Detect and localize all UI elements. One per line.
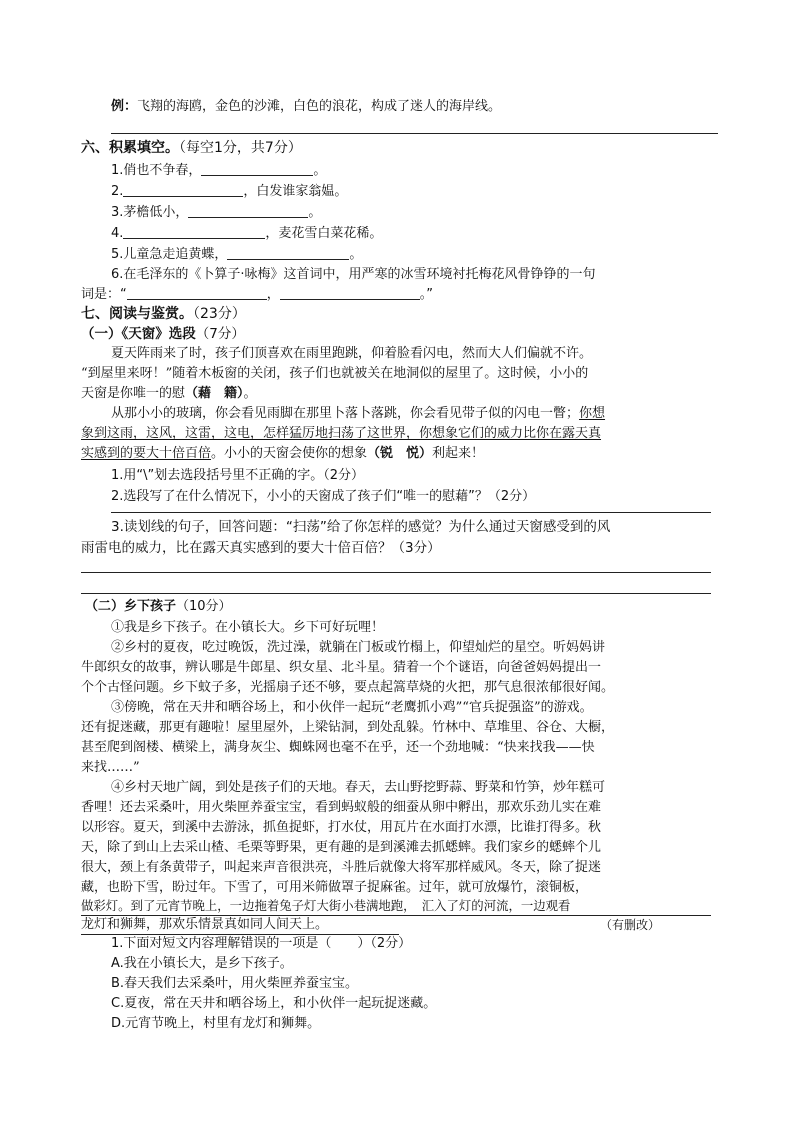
- mc-option-d[interactable]: D.元宵节晚上，村里有龙灯和狮舞。: [111, 1016, 321, 1031]
- passage-line: 很大，颈上有条黄带子，叫起来声音很洪亮，斗胜后就像大将军那样威风。冬天，除了捉迷: [81, 860, 602, 875]
- char-choice[interactable]: （锐 悦）: [367, 446, 433, 461]
- passage-line: 天，除了到山上去采山楂、毛栗等野果，更有趣的是到溪滩去抓蟋蟀。我们家乡的蟋蟀个儿: [81, 840, 602, 855]
- part2-score: （10分）: [176, 599, 232, 614]
- char-choice[interactable]: （藉 籍）: [185, 386, 244, 401]
- q2-prompt: 2.: [111, 184, 124, 199]
- section7-score: （23分）: [193, 306, 246, 322]
- passage-text: 。小小的天窗会使你的想象: [211, 446, 368, 461]
- passage1-line: [81, 385, 257, 403]
- section7-title: 七、阅读与鉴赏。: [81, 306, 193, 322]
- fill-blank[interactable]: [280, 286, 420, 300]
- passage2-line: [81, 445, 484, 463]
- example-label: 例：: [111, 99, 138, 114]
- mc-question: 1.下面对短文内容理解错误的一项是（ ）（2分）: [111, 936, 412, 951]
- section6-q1: [111, 162, 326, 180]
- fill-blank[interactable]: [227, 246, 349, 260]
- passage-line: 牛郎织女的故事，辨认哪是牛郎星、织女星、北斗星。猜着一个个谜语，向爸爸妈妈提出一: [81, 660, 602, 675]
- part1-question3: 3.读划线的句子，回答问题：“扫荡”给了你怎样的感觉？为什么通过天窗感受到的风: [111, 519, 611, 535]
- answer-line[interactable]: [81, 593, 711, 594]
- underlined-text: 实感到的要大十倍百倍: [81, 446, 212, 461]
- part1-question1: 1.用“\”划去选段括号里不正确的字。（2分）: [111, 468, 365, 483]
- example-text: 飞翔的海鸥，金色的沙滩，白色的浪花，构成了迷人的海岸线。: [137, 99, 502, 114]
- passage2-line: [111, 405, 605, 423]
- section6-q4: [111, 225, 382, 243]
- answer-line[interactable]: [111, 512, 711, 513]
- underlined-text: 你想: [579, 406, 606, 421]
- part1-question3-cont: 雨雷电的威力，比在露天真实感到的要大十倍百倍？（3分）: [81, 540, 441, 556]
- passage-line: 龙灯和狮舞，那欢乐情景真如同人间天上。: [81, 917, 329, 932]
- source-note: （有删改）: [600, 918, 661, 932]
- part1-heading: [81, 325, 245, 343]
- q3-end: 。: [308, 205, 322, 220]
- part1-question2: 2.选段写了在什么情况下，小小的天窗成了孩子们“唯一的慰藉”？（2分）: [111, 489, 536, 504]
- section6-q6-line2: [81, 286, 433, 304]
- answer-line[interactable]: [111, 133, 718, 134]
- q1-prompt: 1.俏也不争春，: [111, 163, 202, 178]
- passage-line: 以形容。夏天，到溪中去游泳，抓鱼捉虾，打水仗，用瓦片在水面打水漂，比谁打得多。秋: [81, 820, 602, 835]
- passage-line: 甚至爬到阁楼、横梁上，满身灰尘、蜘蛛网也毫不在乎，还一个劲地喊：“快来找我——快: [81, 740, 595, 755]
- section6-score: （每空1分，共7分）: [179, 140, 302, 156]
- section6-q6-line1: 6.在毛泽东的《卜算子·咏梅》这首词中，用严寒的冰雪环境衬托梅花风骨铮铮的一句: [111, 267, 596, 282]
- section6-heading: [81, 139, 302, 157]
- q3-prompt: 3.茅檐低小，: [111, 205, 189, 220]
- passage-line: ②乡村的夏夜，吃过晚饭，洗过澡，就躺在门板或竹榻上，仰望灿烂的星空。听妈妈讲: [111, 640, 606, 655]
- passage-line: ③傍晚，常在天井和晒谷场上，和小伙伴一起玩“老鹰抓小鸡”“官兵捉强盗”的游戏。: [111, 700, 593, 715]
- fill-blank[interactable]: [123, 225, 265, 239]
- q4-prompt: 4.: [111, 226, 124, 241]
- section6-q3: [111, 204, 321, 222]
- passage-paragraph-1: ①我是乡下孩子。在小镇长大。乡下可好玩哩！: [111, 620, 385, 635]
- part1-score: （7分）: [195, 326, 245, 342]
- answer-line[interactable]: [81, 572, 711, 573]
- q6-prompt: 词是：“: [81, 287, 127, 302]
- passage-line: 藏，也盼下雪，盼过年。下雪了，可用米筛做罩子捉麻雀。过年，就可放爆竹，滚铜板，: [81, 880, 589, 895]
- q4-end: ，麦花雪白菜花稀。: [265, 226, 383, 241]
- fill-blank[interactable]: [201, 162, 313, 176]
- passage1-line: “到屋里来呀！”随着木板窗的关闭，孩子们也就被关在地洞似的屋里了。这时候，小小的: [81, 366, 589, 381]
- section6-q2: [111, 183, 347, 201]
- fill-blank[interactable]: [127, 286, 267, 300]
- section6-title: 六、积累填空。: [81, 140, 179, 156]
- q6-comma: ，: [266, 287, 280, 302]
- fill-blank[interactable]: [188, 204, 308, 218]
- passage-line: 个个古怪问题。乡下蚊子多，光摇扇子还不够，要点起篙草烧的火把，那气息很浓郁很好闻。: [81, 680, 615, 695]
- passage-line: 香哩！还去采桑叶，用火柴匣养蚕宝宝，看到蚂蚁般的细蚕从卵中孵出，那欢乐劲儿实在难: [81, 800, 602, 815]
- passage-line: 还有捉迷藏，那更有趣啦！屋里屋外，上梁钻洞，到处乱躲。竹林中、草堆里、谷仓、大橱，: [81, 720, 615, 735]
- mc-option-b[interactable]: B.春天我们去采桑叶，用火柴匣养蚕宝宝。: [111, 976, 359, 991]
- section7-heading: [81, 305, 246, 323]
- part1-title: （一）《天窗》选段: [81, 326, 196, 342]
- passage-text: 从那小小的玻璃，你会看见雨脚在那里卜落卜落跳，你会看见带子似的闪电一瞥；: [111, 406, 580, 421]
- q6-end: 。”: [419, 287, 434, 302]
- q2-end: ，白发谁家翁媪。: [243, 184, 348, 199]
- section6-q5: [111, 246, 362, 264]
- passage-line: 做彩灯。到了元宵节晚上，一边拖着兔子灯大街小巷满地跑， 汇入了灯的河流，一边观看: [81, 898, 571, 913]
- fill-blank[interactable]: [123, 183, 243, 197]
- underlined-text: 象到这雨，这风，这雷，这电，怎样猛厉地扫荡了这世界，你想象它们的威力比你在露天真: [81, 426, 602, 441]
- part2-heading: [85, 598, 232, 616]
- example-sentence: [111, 98, 501, 116]
- q1-end: 。: [313, 163, 327, 178]
- passage-line: 来找……”: [81, 760, 140, 775]
- passage-text: 。: [243, 386, 257, 401]
- passage-text: 天窗是你唯一的慰: [81, 386, 186, 401]
- q5-prompt: 5.儿童急走追黄蝶，: [111, 247, 228, 262]
- mc-option-a[interactable]: A.我在小镇长大，是乡下孩子。: [111, 956, 293, 971]
- passage-text: 利起来！: [432, 446, 485, 461]
- q5-end: 。: [349, 247, 363, 262]
- passage1-line: 夏天阵雨来了时，孩子们顶喜欢在雨里跑跳，仰着脸看闪电，然而大人们偏就不许。: [111, 346, 593, 361]
- passage-line: ④乡村天地广阔，到处是孩子们的天地。春天，去山野挖野蒜、野菜和竹笋，炒年糕可: [111, 780, 606, 795]
- mc-option-c[interactable]: C.夏夜，常在天井和晒谷场上，和小伙伴一起玩捉迷藏。: [111, 996, 437, 1011]
- part2-title: （二）乡下孩子: [85, 599, 177, 614]
